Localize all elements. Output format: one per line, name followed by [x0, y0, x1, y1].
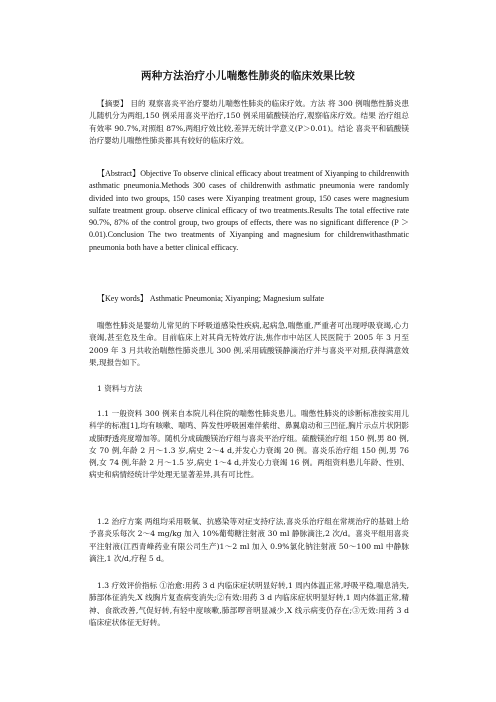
keywords: 【Key words】 Asthmatic Pneumonia; Xiyanping; Magnesium sulfate — [97, 294, 325, 303]
abstract-chinese: 【摘要】 目的 观察喜炎平治疗婴幼儿喘憋性肺炎的临床疗效。方法 将 300 例喘憋性肺炎患儿随机分为两组,150 例采用喜炎平治疗,150 例采用硫酸镁治疗,观察临床疗效。结果 治疗组总有效率 90.7%,对照组 87%,两组疗效比较,差异无统计学意义(P＞0.01)。结论 喜炎平和硫酸镁治疗婴幼儿喘憋性肺炎都具有较好的临床疗效。 — [89, 99, 409, 145]
section-1-3-evaluation-criteria: 1.3 疗效评价指标 ①治愈:用药 3 d 内临床症状明显好转,1 周内体温正常,呼吸平稳,喘息消失,肺部体征消失,X 线胸片复查病变消失;②有效:用药 3 d 内临床症状明显好转,1 周内体温正常,精神、食欲改善,气促好转,有轻中度咳嗽,肺部啰音明显减少,X 线示病变仍存在;③无效:用药 3 d 临床症状体征无好转。 — [89, 581, 409, 627]
section-1-1-general-data: 1.1 一般资料 300 例来自本院儿科住院的喘憋性肺炎患儿。喘憋性肺炎的诊断标准按实用儿科学的标准[1],均有咳嗽、喘鸣、阵发性呼吸困难伴紫绀、鼻翼扇动和三凹征,胸片示点片状阴影或肺野透亮度增加等。随机分成硫酸镁治疗组与喜炎平治疗组。硫酸镁治疗组 150 例,男 80 例,女 70 例,年龄 2 月～1.3 岁,病史 2～4 d,并发心力衰竭 20 例。喜炎乐治疗组 150 例,男 76 例,女 74 例,年龄 2 月～1.5 岁,病史 1～4 d,并发心力衰竭 16 例。两组资料患儿年龄、性别、病史和病情经统计学处理无显著差异,具有可比性。 — [89, 409, 409, 480]
introduction-paragraph: 喘憋性肺炎是婴幼儿常见的下呼吸道感染性疾病,起病急,喘憋重,严重者可出现呼吸衰竭,心力衰竭,甚至危及生命。目前临床上对其尚无特效疗法,焦作市中站区人民医院于 2005 年 3 月至 2009 年 3 月共收治喘憋性肺炎患儿 300 例,采用硫酸镁静滴治疗并与喜炎平对照,获得满意效果,现报告如下。 — [89, 321, 409, 367]
section-1-2-treatment-plan: 1.2 治疗方案 两组均采用吸氧、抗感染等对症支持疗法,喜炎乐治疗组在常规治疗的基础上给予喜炎乐每次 2～4 mg/kg 加入 10%葡萄糖注射液 30 ml 静脉滴注,2 次/d。喜炎平组用喜炎平注射液(江西青峰药业有限公司生产)1～2 ml 加入 0.9%氯化钠注射液 50～100 ml 中静脉滴注,1 次/d,疗程 5 d。 — [89, 517, 409, 563]
abstract-english: 【Abstract】Objective To observe clinical efficacy about treatment of Xiyanping to childrenwith asthmatic pneumonia.Methods 300 cases of childrenwith asthmatic pneumonia were randomly divided into two groups, 150 cases were Xiyanping treatment group, 150 cases were magnesium sulfate treatment group. observe clinical efficacy of two treatments.Results The total effective rate 90.7%, 87% of the control group, two groups of effects, there was no significant difference (P ＞ 0.01).Conclusion The two treatments of Xiyanping and magnesium for childrenwithasthmatic pneumonia both have a better clinical efficacy. — [89, 169, 409, 252]
section-heading-materials-methods: 1 资料与方法 — [97, 384, 143, 393]
paper-title: 两种方法治疗小儿喘憋性肺炎的临床效果比较 — [141, 70, 355, 82]
